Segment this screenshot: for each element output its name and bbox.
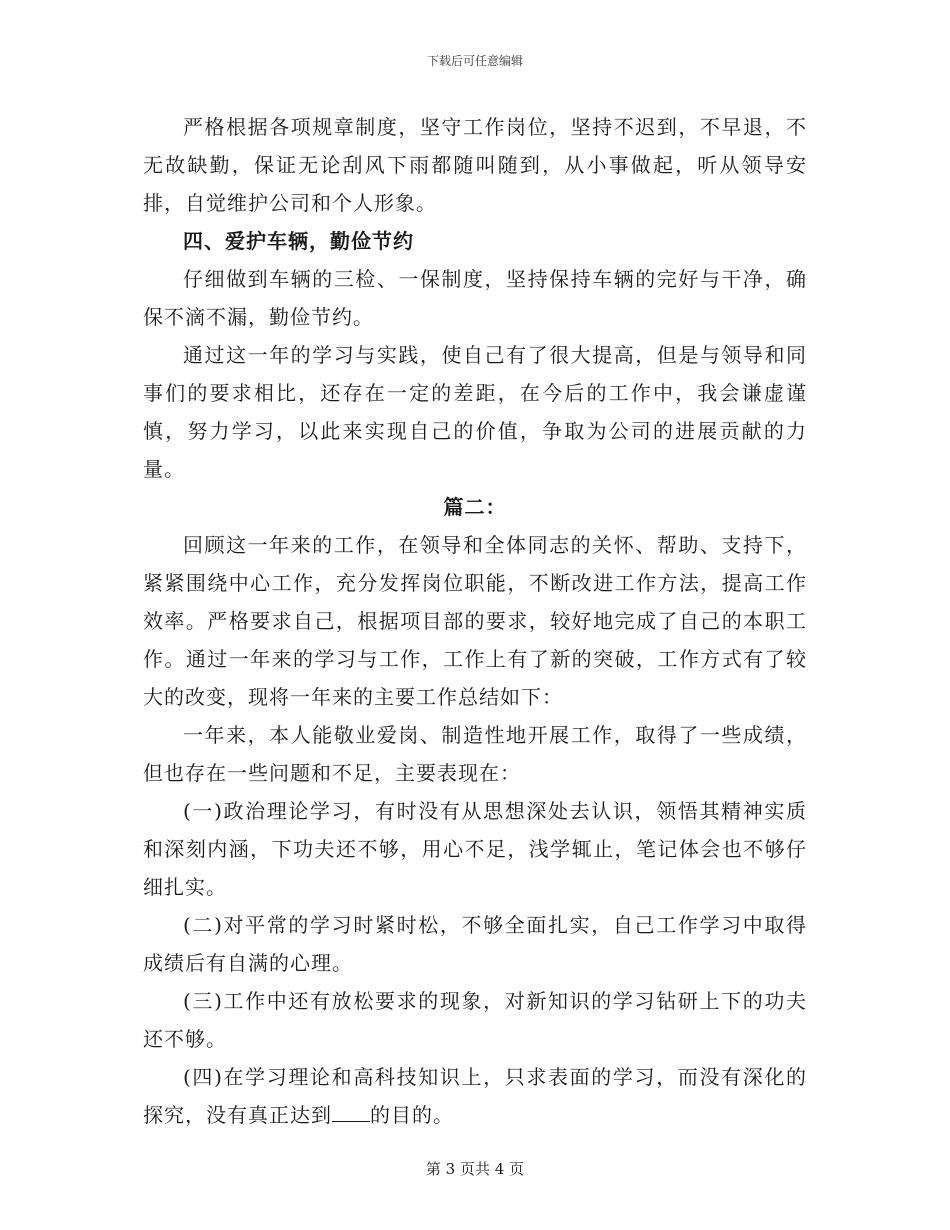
section-heading-4: 四、爱护车辆，勤俭节约 [183,229,414,253]
paragraph-issue-3: (三)工作中还有放松要求的现象，对新知识的学习钻研上下的功夫还不够。 [143,989,807,1051]
document-body [143,108,807,1134]
issue-4-text: (四)在学习理论和高科技知识上，只求表面的学习，而没有深化的探究，没有真正达到 [143,1065,807,1127]
fill-in-blank [332,1103,370,1122]
page-header: 下载后可任意编辑 [426,54,523,68]
paragraph-issue-1: (一)政治理论学习，有时没有从思想深处去认识，领悟其精神实质和深刻内涵，下功夫还不够，用心不足，浅学辄止，笔记体会也不够仔细扎实。 [143,799,807,899]
paragraph-issue-2: (二)对平常的学习时紧时松，不够全面扎实，自己工作学习中取得成绩后有自满的心理。 [143,913,807,975]
issue-4-ending: 的目的。 [370,1103,454,1127]
paragraph-achievements: 一年来，本人能敬业爱岗、制造性地开展工作，取得了一些成绩，但也存在一些问题和不足，主要表现在： [143,723,807,785]
paragraph-discipline: 严格根据各项规章制度，坚守工作岗位，坚持不迟到，不早退，不无故缺勤，保证无论刮风下雨都随叫随到，从小事做起，听从领导安排，自觉维护公司和个人形象。 [143,115,807,215]
paragraph-review: 回顾这一年来的工作，在领导和全体同志的关怀、帮助、支持下，紧紧围绕中心工作，充分发挥岗位职能，不断改进工作方法，提高工作效率。严格要求自己，根据项目部的要求，较好地完成了自己的本职工作。通过一年来的学习与工作，工作上有了新的突破，工作方式有了较大的改变，现将一年来的主要工作总结如下： [143,533,807,709]
paragraph-conclusion: 通过这一年的学习与实践，使自己有了很大提高，但是与领导和同事们的要求相比，还存在一定的差距，在今后的工作中，我会谦虚谨慎，努力学习，以此来实现自己的价值，争取为公司的进展贡献的力量。 [143,343,807,481]
part-two-title: 篇二： [443,495,507,519]
paragraph-issue-4 [143,1058,807,1134]
paragraph-vehicle-care: 仔细做到车辆的三检、一保制度，坚持保持车辆的完好与干净，确保不滴不漏，勤俭节约。 [143,267,807,329]
page-footer: 第 3 页共 4 页 [425,1160,525,1178]
